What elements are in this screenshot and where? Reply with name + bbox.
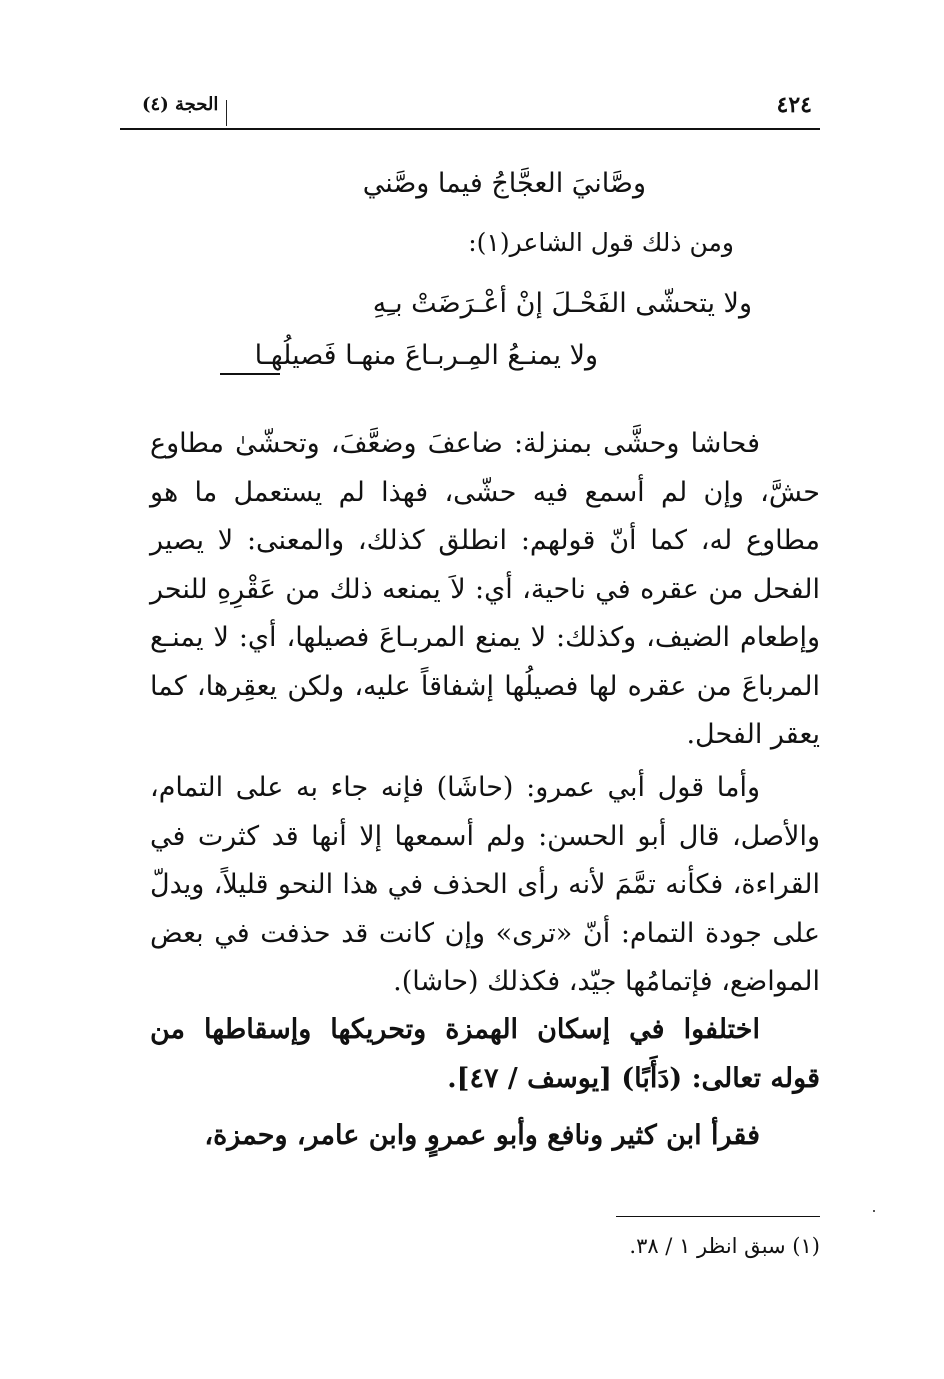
footnote-rule [616, 1216, 820, 1217]
scan-mark [873, 1210, 875, 1212]
paragraph-text: وأما قول أبي عمرو: (حاشَا) فإنه جاء به على التمام، والأصل، قال أبو الحسن: ولم أسمعها إلا أنها قد كثرت في القراءة، فكأنه تمَّمَ لأنه رأى الحذف في هذا النحو قليلاً، ويدلّ على جودة التمام: أنّ «ترى» وإن كانت قد حذفت في بعض المواضع، فإتمامُها جيّد، فكذلك (حاشا). [150, 772, 820, 997]
paragraph-text: فقرأ ابن كثير ونافع وأبو عمروٍ وابن عامر، وحمزة، [204, 1120, 760, 1151]
verse-line-3: ولا يمنـعُ المِـربـاعَ منهـا فَصيلُهـا [254, 340, 598, 371]
verse-line-1: وصَّانيَ العجَّاجُ فيما وصَّني [362, 168, 646, 199]
verse-intro: ومن ذلك قول الشاعر(١): [468, 228, 734, 257]
page-header [120, 92, 820, 130]
paragraph-2 [150, 764, 820, 1007]
verse-line-2: ولا يتحشّى الفَحْـلَ إنْ أعْـرَضَتْ بـِهِ [372, 288, 752, 319]
paragraph-text: فحاشا وحشَّى بمنزلة: ضاعفَ وضعَّفَ، وتحشّىٰ مطاوع حشَّ، وإن لم أسمع فيه حشّى، فهذا لم يستعمل ما هو مطاوع له، كما أنّ قولهم: انطلق كذلك، والمعنى: لا يصير الفحل من عقره في ناحية، أي: لاَ يمنعه ذلك من عَقْرِهِ للنحر وإطعام الضيف، وكذلك: لا يمنع المربـاعَ فصيلها، أي: لا يمنـع المرباعَ من عقره لها فصيلُها إشفاقاً عليه، ولكن يعقِرها، كما يعقر الفحل. [150, 428, 820, 750]
heading-text: اختلفوا في إسكان الهمزة وتحريكها وإسقاطها من قوله تعالى: (دَأَبًا) [يوسف / ٤٧]. [150, 1014, 820, 1094]
footnote: (١) سبق انظر ١ / ٣٨. [629, 1234, 820, 1258]
header-divider-tick [226, 100, 227, 126]
paragraph-1 [150, 420, 820, 760]
page-number: ٤٢٤ [776, 92, 812, 118]
paragraph-4 [150, 1112, 820, 1161]
section-heading [150, 1006, 820, 1103]
verse-tatweel [220, 373, 280, 375]
running-title: الحجة (٤) [142, 94, 219, 115]
